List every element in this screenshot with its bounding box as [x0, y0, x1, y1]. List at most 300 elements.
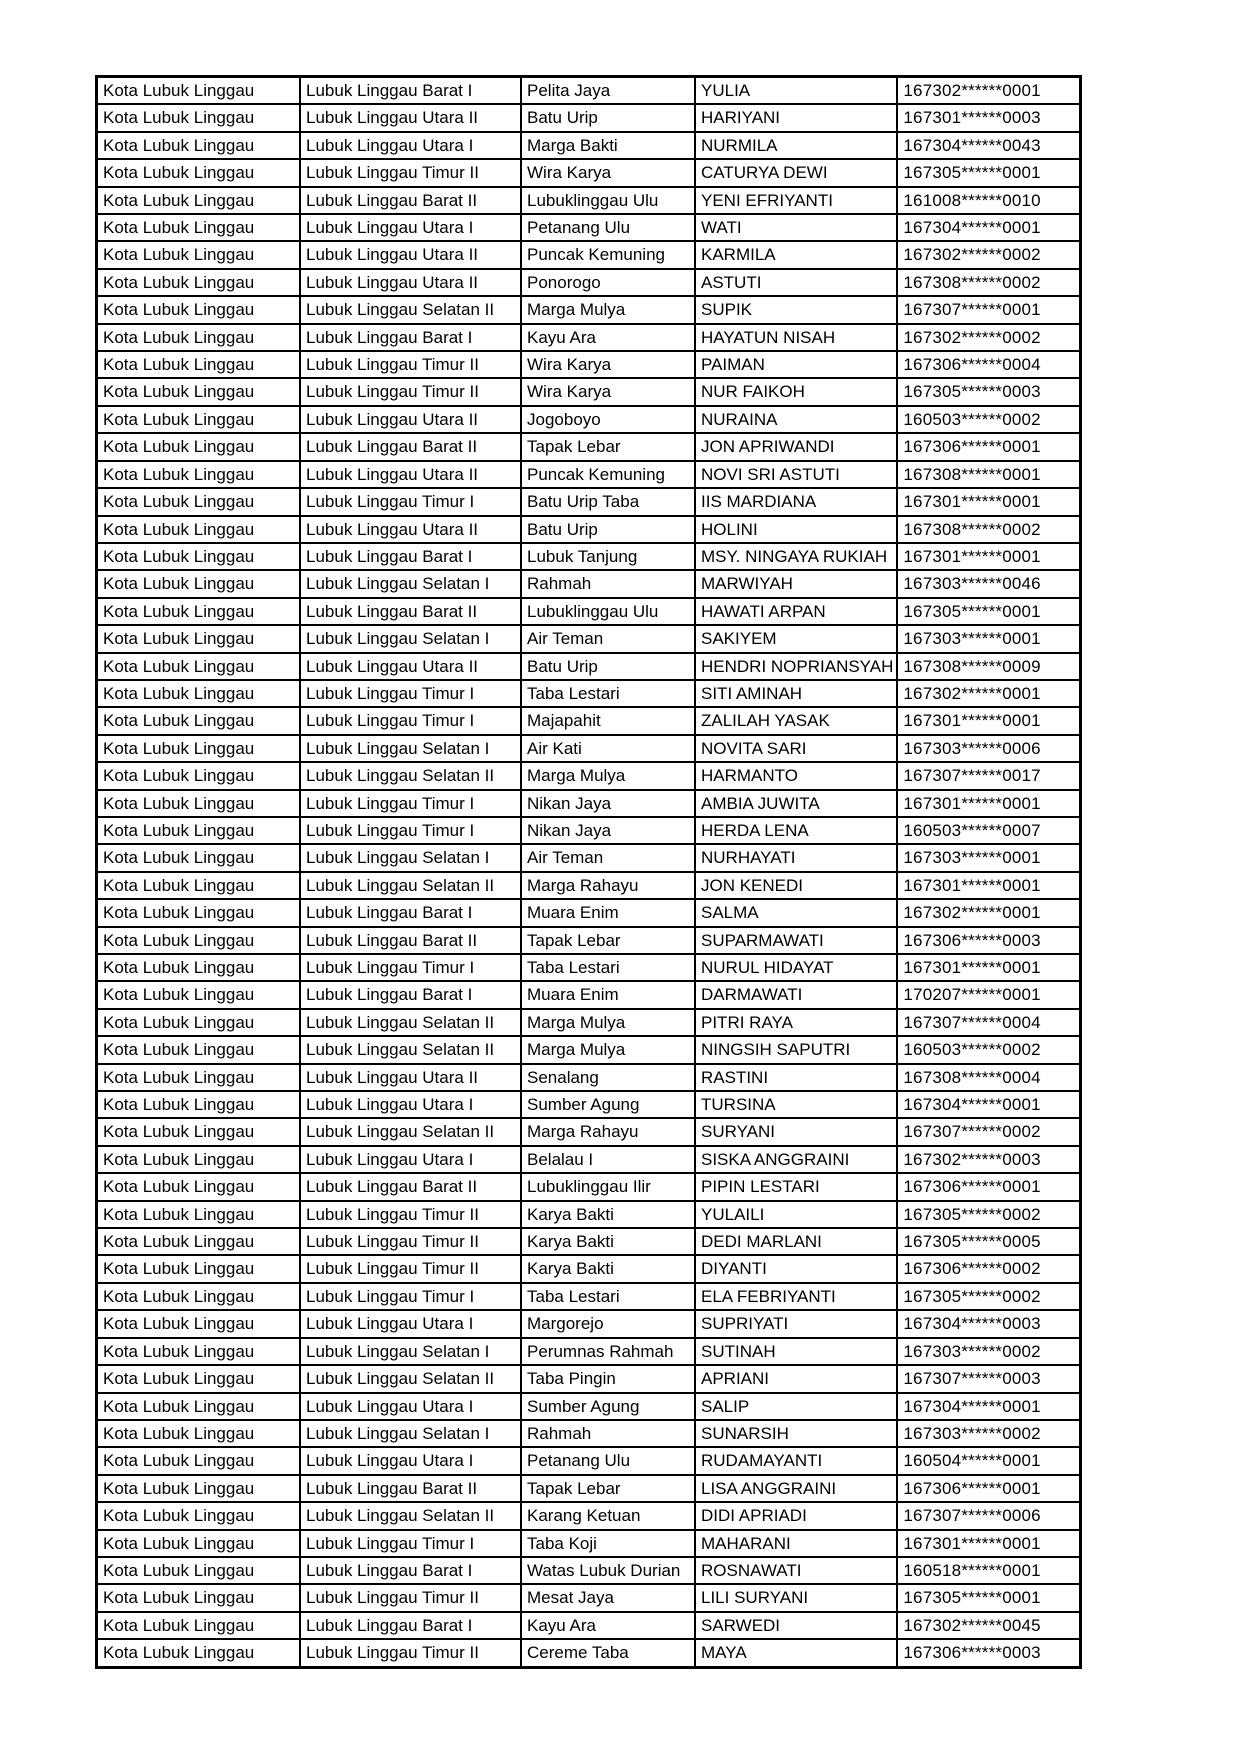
cell-name: JON KENEDI [695, 872, 897, 899]
table-row [97, 954, 1081, 981]
cell-name: NURMILA [695, 132, 897, 159]
cell-village: Sumber Agung [521, 1091, 695, 1118]
cell-city: Kota Lubuk Linggau [97, 707, 301, 734]
cell-district: Lubuk Linggau Selatan II [300, 1118, 521, 1145]
cell-city: Kota Lubuk Linggau [97, 1420, 301, 1447]
table-row [97, 1255, 1081, 1282]
cell-city: Kota Lubuk Linggau [97, 1146, 301, 1173]
table-row [97, 1584, 1081, 1611]
cell-name: SUPIK [695, 296, 897, 323]
cell-masked-id: 167307******0003 [897, 1365, 1081, 1392]
cell-city: Kota Lubuk Linggau [97, 159, 301, 186]
cell-masked-id: 167303******0001 [897, 625, 1081, 652]
table-row [97, 1228, 1081, 1255]
cell-masked-id: 167304******0003 [897, 1310, 1081, 1337]
cell-district: Lubuk Linggau Utara II [300, 461, 521, 488]
table-row [97, 570, 1081, 597]
table-row [97, 1091, 1081, 1118]
cell-name: TURSINA [695, 1091, 897, 1118]
cell-city: Kota Lubuk Linggau [97, 1091, 301, 1118]
cell-masked-id: 167306******0004 [897, 351, 1081, 378]
table-row [97, 1310, 1081, 1337]
cell-village: Pelita Jaya [521, 77, 695, 105]
cell-city: Kota Lubuk Linggau [97, 214, 301, 241]
records-table-body [97, 77, 1081, 1668]
cell-name: NOVI SRI ASTUTI [695, 461, 897, 488]
cell-name: JON APRIWANDI [695, 433, 897, 460]
cell-city: Kota Lubuk Linggau [97, 1201, 301, 1228]
cell-masked-id: 167308******0004 [897, 1064, 1081, 1091]
cell-name: YULAILI [695, 1201, 897, 1228]
cell-village: Mesat Jaya [521, 1584, 695, 1611]
cell-city: Kota Lubuk Linggau [97, 735, 301, 762]
cell-district: Lubuk Linggau Barat I [300, 899, 521, 926]
table-row [97, 844, 1081, 871]
table-row [97, 625, 1081, 652]
cell-district: Lubuk Linggau Utara II [300, 653, 521, 680]
cell-name: PAIMAN [695, 351, 897, 378]
cell-district: Lubuk Linggau Utara II [300, 241, 521, 268]
cell-masked-id: 170207******0001 [897, 981, 1081, 1008]
cell-village: Taba Lestari [521, 680, 695, 707]
cell-name: PIPIN LESTARI [695, 1173, 897, 1200]
cell-masked-id: 167301******0001 [897, 872, 1081, 899]
cell-village: Ponorogo [521, 269, 695, 296]
cell-name: HOLINI [695, 516, 897, 543]
cell-name: HARIYANI [695, 104, 897, 131]
table-row [97, 269, 1081, 296]
cell-city: Kota Lubuk Linggau [97, 817, 301, 844]
table-row [97, 77, 1081, 105]
cell-district: Lubuk Linggau Selatan I [300, 1338, 521, 1365]
cell-masked-id: 167308******0001 [897, 461, 1081, 488]
cell-district: Lubuk Linggau Barat I [300, 1612, 521, 1639]
table-row [97, 104, 1081, 131]
cell-name: NURUL HIDAYAT [695, 954, 897, 981]
cell-city: Kota Lubuk Linggau [97, 1475, 301, 1502]
table-row [97, 543, 1081, 570]
table-row [97, 351, 1081, 378]
cell-village: Petanang Ulu [521, 1447, 695, 1474]
cell-village: Kayu Ara [521, 1612, 695, 1639]
cell-name: SUPARMAWATI [695, 927, 897, 954]
cell-village: Tapak Lebar [521, 927, 695, 954]
cell-village: Taba Lestari [521, 1283, 695, 1310]
cell-masked-id: 167303******0001 [897, 844, 1081, 871]
cell-masked-id: 167305******0002 [897, 1283, 1081, 1310]
cell-village: Jogoboyo [521, 406, 695, 433]
cell-district: Lubuk Linggau Selatan II [300, 296, 521, 323]
table-row [97, 433, 1081, 460]
cell-city: Kota Lubuk Linggau [97, 1009, 301, 1036]
table-row [97, 981, 1081, 1008]
cell-name: AMBIA JUWITA [695, 790, 897, 817]
cell-masked-id: 167301******0003 [897, 104, 1081, 131]
cell-district: Lubuk Linggau Selatan II [300, 1036, 521, 1063]
cell-city: Kota Lubuk Linggau [97, 1118, 301, 1145]
cell-name: CATURYA DEWI [695, 159, 897, 186]
cell-masked-id: 160518******0001 [897, 1557, 1081, 1584]
cell-village: Perumnas Rahmah [521, 1338, 695, 1365]
cell-city: Kota Lubuk Linggau [97, 433, 301, 460]
cell-village: Air Teman [521, 844, 695, 871]
cell-masked-id: 167303******0002 [897, 1420, 1081, 1447]
cell-city: Kota Lubuk Linggau [97, 625, 301, 652]
table-row [97, 707, 1081, 734]
cell-city: Kota Lubuk Linggau [97, 132, 301, 159]
cell-village: Majapahit [521, 707, 695, 734]
records-table [95, 75, 1082, 1669]
table-row [97, 1338, 1081, 1365]
cell-district: Lubuk Linggau Timur I [300, 707, 521, 734]
cell-masked-id: 161008******0010 [897, 187, 1081, 214]
cell-village: Batu Urip [521, 104, 695, 131]
cell-district: Lubuk Linggau Utara I [300, 1310, 521, 1337]
cell-city: Kota Lubuk Linggau [97, 653, 301, 680]
cell-village: Tapak Lebar [521, 1475, 695, 1502]
table-row [97, 187, 1081, 214]
cell-district: Lubuk Linggau Selatan I [300, 570, 521, 597]
cell-village: Sumber Agung [521, 1393, 695, 1420]
cell-masked-id: 160503******0002 [897, 406, 1081, 433]
table-row [97, 680, 1081, 707]
cell-name: NURAINA [695, 406, 897, 433]
cell-district: Lubuk Linggau Selatan I [300, 844, 521, 871]
cell-masked-id: 160503******0007 [897, 817, 1081, 844]
cell-village: Cereme Taba [521, 1639, 695, 1667]
cell-name: APRIANI [695, 1365, 897, 1392]
cell-district: Lubuk Linggau Barat II [300, 433, 521, 460]
cell-city: Kota Lubuk Linggau [97, 351, 301, 378]
cell-district: Lubuk Linggau Selatan I [300, 1420, 521, 1447]
table-row [97, 735, 1081, 762]
cell-district: Lubuk Linggau Timur II [300, 1201, 521, 1228]
cell-district: Lubuk Linggau Utara II [300, 104, 521, 131]
cell-name: NINGSIH SAPUTRI [695, 1036, 897, 1063]
table-row [97, 1064, 1081, 1091]
cell-village: Karya Bakti [521, 1201, 695, 1228]
table-row [97, 817, 1081, 844]
cell-city: Kota Lubuk Linggau [97, 1639, 301, 1667]
table-row [97, 241, 1081, 268]
cell-name: ELA FEBRIYANTI [695, 1283, 897, 1310]
cell-village: Lubuk Tanjung [521, 543, 695, 570]
cell-name: HERDA LENA [695, 817, 897, 844]
cell-district: Lubuk Linggau Barat I [300, 543, 521, 570]
cell-city: Kota Lubuk Linggau [97, 269, 301, 296]
cell-name: ASTUTI [695, 269, 897, 296]
cell-village: Karya Bakti [521, 1228, 695, 1255]
cell-district: Lubuk Linggau Timur II [300, 1255, 521, 1282]
table-row [97, 872, 1081, 899]
cell-name: HARMANTO [695, 762, 897, 789]
cell-name: NURHAYATI [695, 844, 897, 871]
cell-masked-id: 167306******0003 [897, 1639, 1081, 1667]
cell-district: Lubuk Linggau Barat II [300, 598, 521, 625]
table-row [97, 406, 1081, 433]
cell-name: SURYANI [695, 1118, 897, 1145]
cell-name: MSY. NINGAYA RUKIAH [695, 543, 897, 570]
cell-name: ROSNAWATI [695, 1557, 897, 1584]
table-row [97, 488, 1081, 515]
cell-district: Lubuk Linggau Barat I [300, 324, 521, 351]
cell-district: Lubuk Linggau Utara II [300, 269, 521, 296]
cell-name: YULIA [695, 77, 897, 105]
cell-name: HAWATI ARPAN [695, 598, 897, 625]
table-row [97, 1393, 1081, 1420]
cell-city: Kota Lubuk Linggau [97, 241, 301, 268]
cell-masked-id: 167302******0001 [897, 899, 1081, 926]
cell-district: Lubuk Linggau Selatan II [300, 1365, 521, 1392]
cell-name: SUTINAH [695, 1338, 897, 1365]
cell-masked-id: 167304******0043 [897, 132, 1081, 159]
cell-village: Muara Enim [521, 899, 695, 926]
cell-name: MAYA [695, 1639, 897, 1667]
cell-village: Muara Enim [521, 981, 695, 1008]
cell-village: Batu Urip [521, 516, 695, 543]
cell-name: DIYANTI [695, 1255, 897, 1282]
cell-city: Kota Lubuk Linggau [97, 543, 301, 570]
table-row [97, 324, 1081, 351]
table-row [97, 1475, 1081, 1502]
table-row [97, 1118, 1081, 1145]
cell-district: Lubuk Linggau Barat II [300, 187, 521, 214]
cell-village: Batu Urip Taba [521, 488, 695, 515]
table-row [97, 790, 1081, 817]
cell-district: Lubuk Linggau Utara I [300, 1393, 521, 1420]
cell-name: ZALILAH YASAK [695, 707, 897, 734]
cell-village: Marga Rahayu [521, 872, 695, 899]
cell-district: Lubuk Linggau Barat II [300, 1173, 521, 1200]
cell-masked-id: 167303******0002 [897, 1338, 1081, 1365]
table-row [97, 378, 1081, 405]
cell-masked-id: 160503******0002 [897, 1036, 1081, 1063]
cell-city: Kota Lubuk Linggau [97, 1064, 301, 1091]
cell-city: Kota Lubuk Linggau [97, 378, 301, 405]
cell-city: Kota Lubuk Linggau [97, 1310, 301, 1337]
cell-name: DIDI APRIADI [695, 1502, 897, 1529]
cell-district: Lubuk Linggau Utara I [300, 1447, 521, 1474]
cell-masked-id: 167307******0006 [897, 1502, 1081, 1529]
cell-name: LILI SURYANI [695, 1584, 897, 1611]
cell-masked-id: 167304******0001 [897, 1393, 1081, 1420]
cell-city: Kota Lubuk Linggau [97, 1338, 301, 1365]
table-row [97, 159, 1081, 186]
cell-masked-id: 167301******0001 [897, 488, 1081, 515]
cell-village: Kayu Ara [521, 324, 695, 351]
cell-masked-id: 167305******0001 [897, 1584, 1081, 1611]
cell-masked-id: 167308******0009 [897, 653, 1081, 680]
cell-masked-id: 167301******0001 [897, 1530, 1081, 1557]
cell-district: Lubuk Linggau Utara I [300, 214, 521, 241]
cell-village: Rahmah [521, 570, 695, 597]
cell-masked-id: 167307******0002 [897, 1118, 1081, 1145]
cell-name: LISA ANGGRAINI [695, 1475, 897, 1502]
cell-district: Lubuk Linggau Selatan II [300, 872, 521, 899]
cell-masked-id: 167302******0001 [897, 680, 1081, 707]
cell-city: Kota Lubuk Linggau [97, 927, 301, 954]
table-row [97, 1639, 1081, 1667]
cell-masked-id: 167302******0001 [897, 77, 1081, 105]
cell-masked-id: 167306******0001 [897, 1475, 1081, 1502]
cell-village: Karang Ketuan [521, 1502, 695, 1529]
cell-district: Lubuk Linggau Selatan I [300, 735, 521, 762]
cell-village: Air Teman [521, 625, 695, 652]
table-row [97, 1420, 1081, 1447]
table-row [97, 461, 1081, 488]
cell-district: Lubuk Linggau Utara II [300, 516, 521, 543]
cell-name: PITRI RAYA [695, 1009, 897, 1036]
cell-city: Kota Lubuk Linggau [97, 1584, 301, 1611]
cell-city: Kota Lubuk Linggau [97, 872, 301, 899]
cell-district: Lubuk Linggau Selatan I [300, 625, 521, 652]
cell-masked-id: 167306******0003 [897, 927, 1081, 954]
cell-city: Kota Lubuk Linggau [97, 488, 301, 515]
cell-village: Lubuklinggau Ulu [521, 187, 695, 214]
table-row [97, 1283, 1081, 1310]
table-row [97, 927, 1081, 954]
table-row [97, 1036, 1081, 1063]
cell-city: Kota Lubuk Linggau [97, 1502, 301, 1529]
cell-village: Marga Bakti [521, 132, 695, 159]
cell-city: Kota Lubuk Linggau [97, 104, 301, 131]
cell-city: Kota Lubuk Linggau [97, 1612, 301, 1639]
cell-village: Lubuklinggau Ulu [521, 598, 695, 625]
cell-city: Kota Lubuk Linggau [97, 296, 301, 323]
cell-city: Kota Lubuk Linggau [97, 187, 301, 214]
cell-name: KARMILA [695, 241, 897, 268]
cell-city: Kota Lubuk Linggau [97, 981, 301, 1008]
cell-village: Taba Lestari [521, 954, 695, 981]
cell-name: HENDRI NOPRIANSYAH [695, 653, 897, 680]
cell-city: Kota Lubuk Linggau [97, 1228, 301, 1255]
cell-district: Lubuk Linggau Barat I [300, 1557, 521, 1584]
cell-village: Nikan Jaya [521, 790, 695, 817]
cell-district: Lubuk Linggau Timur I [300, 790, 521, 817]
cell-masked-id: 167308******0002 [897, 516, 1081, 543]
cell-name: DARMAWATI [695, 981, 897, 1008]
cell-district: Lubuk Linggau Barat I [300, 77, 521, 105]
cell-district: Lubuk Linggau Timur I [300, 680, 521, 707]
cell-village: Marga Mulya [521, 1036, 695, 1063]
cell-masked-id: 167307******0004 [897, 1009, 1081, 1036]
cell-city: Kota Lubuk Linggau [97, 406, 301, 433]
cell-masked-id: 167301******0001 [897, 543, 1081, 570]
cell-name: SITI AMINAH [695, 680, 897, 707]
cell-district: Lubuk Linggau Timur II [300, 1584, 521, 1611]
table-row [97, 762, 1081, 789]
table-row [97, 296, 1081, 323]
cell-masked-id: 167303******0046 [897, 570, 1081, 597]
cell-name: NUR FAIKOH [695, 378, 897, 405]
cell-masked-id: 167305******0005 [897, 1228, 1081, 1255]
cell-masked-id: 167302******0003 [897, 1146, 1081, 1173]
cell-city: Kota Lubuk Linggau [97, 762, 301, 789]
cell-district: Lubuk Linggau Timur I [300, 1530, 521, 1557]
cell-name: HAYATUN NISAH [695, 324, 897, 351]
cell-masked-id: 167307******0017 [897, 762, 1081, 789]
cell-name: SISKA ANGGRAINI [695, 1146, 897, 1173]
cell-city: Kota Lubuk Linggau [97, 844, 301, 871]
table-row [97, 1557, 1081, 1584]
cell-name: SUPRIYATI [695, 1310, 897, 1337]
cell-city: Kota Lubuk Linggau [97, 1173, 301, 1200]
cell-village: Belalau I [521, 1146, 695, 1173]
cell-village: Tapak Lebar [521, 433, 695, 460]
table-row [97, 1447, 1081, 1474]
cell-village: Taba Pingin [521, 1365, 695, 1392]
cell-name: NOVITA SARI [695, 735, 897, 762]
cell-district: Lubuk Linggau Timur II [300, 1228, 521, 1255]
cell-district: Lubuk Linggau Barat II [300, 1475, 521, 1502]
cell-name: YENI EFRIYANTI [695, 187, 897, 214]
cell-city: Kota Lubuk Linggau [97, 1365, 301, 1392]
cell-city: Kota Lubuk Linggau [97, 1255, 301, 1282]
cell-district: Lubuk Linggau Barat I [300, 981, 521, 1008]
cell-city: Kota Lubuk Linggau [97, 461, 301, 488]
table-row [97, 1365, 1081, 1392]
cell-name: SALMA [695, 899, 897, 926]
table-row [97, 598, 1081, 625]
cell-village: Wira Karya [521, 378, 695, 405]
table-row [97, 899, 1081, 926]
table-row [97, 516, 1081, 543]
cell-city: Kota Lubuk Linggau [97, 516, 301, 543]
cell-city: Kota Lubuk Linggau [97, 1393, 301, 1420]
cell-district: Lubuk Linggau Timur I [300, 1283, 521, 1310]
cell-district: Lubuk Linggau Barat II [300, 927, 521, 954]
cell-city: Kota Lubuk Linggau [97, 570, 301, 597]
cell-name: RASTINI [695, 1064, 897, 1091]
cell-masked-id: 167302******0002 [897, 324, 1081, 351]
cell-masked-id: 167305******0003 [897, 378, 1081, 405]
cell-masked-id: 167301******0001 [897, 707, 1081, 734]
cell-masked-id: 167308******0002 [897, 269, 1081, 296]
cell-district: Lubuk Linggau Timur II [300, 378, 521, 405]
cell-masked-id: 167304******0001 [897, 1091, 1081, 1118]
cell-city: Kota Lubuk Linggau [97, 598, 301, 625]
cell-village: Marga Mulya [521, 296, 695, 323]
cell-district: Lubuk Linggau Timur I [300, 954, 521, 981]
cell-village: Watas Lubuk Durian [521, 1557, 695, 1584]
cell-village: Air Kati [521, 735, 695, 762]
cell-name: SARWEDI [695, 1612, 897, 1639]
cell-city: Kota Lubuk Linggau [97, 77, 301, 105]
cell-village: Wira Karya [521, 159, 695, 186]
cell-city: Kota Lubuk Linggau [97, 1036, 301, 1063]
cell-name: MARWIYAH [695, 570, 897, 597]
cell-district: Lubuk Linggau Utara II [300, 406, 521, 433]
cell-masked-id: 167306******0002 [897, 1255, 1081, 1282]
cell-district: Lubuk Linggau Utara I [300, 1146, 521, 1173]
cell-district: Lubuk Linggau Timur I [300, 817, 521, 844]
cell-masked-id: 167301******0001 [897, 954, 1081, 981]
table-row [97, 1530, 1081, 1557]
cell-city: Kota Lubuk Linggau [97, 1557, 301, 1584]
table-row [97, 1146, 1081, 1173]
cell-name: SUNARSIH [695, 1420, 897, 1447]
table-row [97, 653, 1081, 680]
table-row [97, 1502, 1081, 1529]
cell-village: Batu Urip [521, 653, 695, 680]
cell-district: Lubuk Linggau Utara I [300, 1091, 521, 1118]
cell-district: Lubuk Linggau Timur II [300, 1639, 521, 1667]
cell-city: Kota Lubuk Linggau [97, 899, 301, 926]
cell-masked-id: 167305******0001 [897, 159, 1081, 186]
cell-city: Kota Lubuk Linggau [97, 1283, 301, 1310]
cell-district: Lubuk Linggau Timur II [300, 159, 521, 186]
cell-masked-id: 167304******0001 [897, 214, 1081, 241]
